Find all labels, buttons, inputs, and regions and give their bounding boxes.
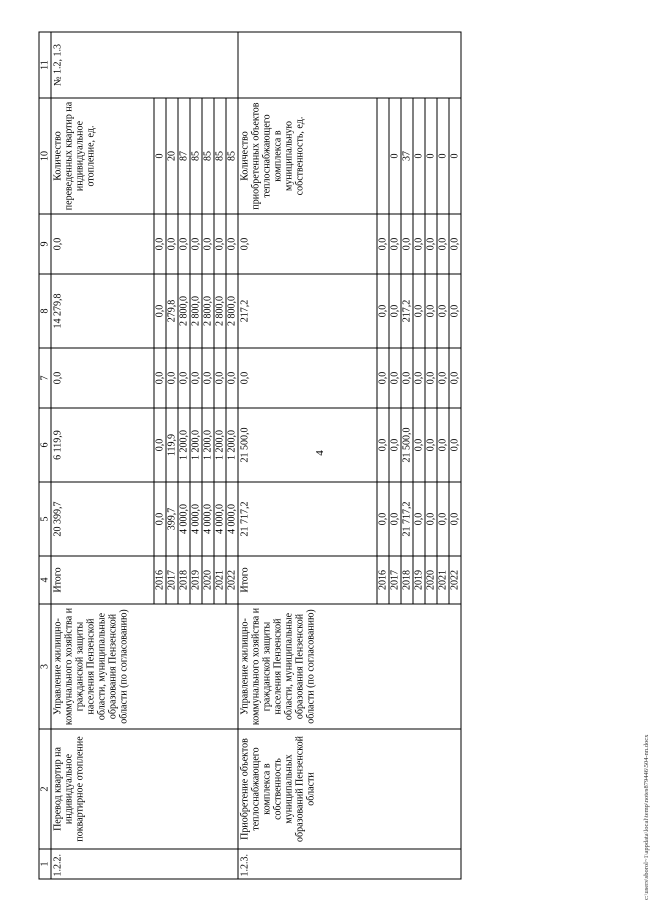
year-value: 21 500,0	[401, 408, 413, 482]
year-value: 0,0	[202, 348, 214, 408]
year-label: 2016	[377, 556, 389, 604]
year-value: 0,0	[449, 348, 461, 408]
measure-name: Перевод квартир на индивидуальное поквартирное отопление	[51, 729, 238, 849]
year-label: 2016	[154, 556, 166, 604]
year-value: 0,0	[425, 348, 437, 408]
year-value: 0,0	[389, 274, 401, 348]
year-label: 2019	[190, 556, 202, 604]
year-value: 0	[154, 98, 166, 214]
year-value: 0,0	[154, 214, 166, 274]
column-number: 7	[39, 348, 51, 408]
year-value: 399,7	[166, 482, 178, 556]
total-value: 0,0	[51, 214, 154, 274]
year-label: 2017	[166, 556, 178, 604]
year-value: 0	[449, 98, 461, 214]
year-value: 0,0	[154, 482, 166, 556]
year-value: 0,0	[190, 214, 202, 274]
year-value: 0,0	[437, 274, 449, 348]
year-value: 0	[389, 98, 401, 214]
year-label: 2018	[401, 556, 413, 604]
year-value: 0,0	[449, 214, 461, 274]
year-label: 2022	[226, 556, 238, 604]
year-value: 0,0	[377, 482, 389, 556]
measure-executor: Управление жилищно-коммунального хозяйства и гражданской защиты населения Пензенской области, муниципальные образования Пензенской области (по согласованию)	[238, 604, 461, 729]
column-number: 4	[39, 556, 51, 604]
year-value: 0,0	[377, 274, 389, 348]
year-value: 1 200,0	[190, 408, 202, 482]
year-value: 85	[190, 98, 202, 214]
year-value: 4 000,0	[178, 482, 190, 556]
year-value: 0,0	[401, 214, 413, 274]
target-reference: № 1.2, 1.3	[51, 32, 238, 98]
year-value: 0,0	[226, 348, 238, 408]
column-number: 3	[39, 604, 51, 729]
year-value: 0,0	[377, 408, 389, 482]
column-number-row	[39, 32, 51, 879]
year-value: 0,0	[389, 408, 401, 482]
year-value: 0	[437, 98, 449, 214]
year-value: 1 200,0	[178, 408, 190, 482]
year-value: 0,0	[437, 482, 449, 556]
year-label: 2020	[202, 556, 214, 604]
column-number: 2	[39, 729, 51, 849]
year-value: 87	[178, 98, 190, 214]
year-value: 0,0	[437, 348, 449, 408]
year-value: 4 000,0	[226, 482, 238, 556]
year-value: 0,0	[377, 348, 389, 408]
year-label: 2017	[389, 556, 401, 604]
year-value: 4 000,0	[214, 482, 226, 556]
column-number: 6	[39, 408, 51, 482]
year-value: 20	[166, 98, 178, 214]
year-value: 37	[401, 98, 413, 214]
year-value: 4 000,0	[202, 482, 214, 556]
total-value: 20 399,7	[51, 482, 154, 556]
indicator-name: Количество переведенных квартир на индивидуальное отопление, ед.	[51, 98, 154, 214]
year-value: 279,8	[166, 274, 178, 348]
year-value: 0,0	[413, 274, 425, 348]
year-label: 2022	[449, 556, 461, 604]
measure-number: 1.2.3.	[238, 849, 461, 879]
year-value: 0,0	[413, 482, 425, 556]
year-value: 2 800,0	[214, 274, 226, 348]
total-label: Итого	[51, 556, 154, 604]
year-value: 0,0	[437, 408, 449, 482]
year-value: 0,0	[377, 214, 389, 274]
year-value: 0,0	[178, 214, 190, 274]
year-value: 0,0	[154, 348, 166, 408]
column-number: 5	[39, 482, 51, 556]
column-number: 10	[39, 98, 51, 214]
year-value: 0,0	[425, 482, 437, 556]
year-value: 1 200,0	[202, 408, 214, 482]
column-number: 8	[39, 274, 51, 348]
measure-name: Приобретение объектов теплоснабжающего комплекса в собственность муниципальных образований Пензенской области	[238, 729, 461, 849]
indicator-name: Количество приобретенных объектов теплоснабжающего комплекса в муниципальную собственность, ед.	[238, 98, 377, 214]
year-value: 2 800,0	[202, 274, 214, 348]
year-value: 0,0	[154, 274, 166, 348]
year-value	[377, 98, 389, 214]
year-value: 0,0	[389, 482, 401, 556]
year-label: 2021	[214, 556, 226, 604]
year-value: 21 717,2	[401, 482, 413, 556]
year-value: 0,0	[389, 348, 401, 408]
total-value: 0,0	[51, 348, 154, 408]
year-value: 2 800,0	[226, 274, 238, 348]
year-value: 0,0	[166, 348, 178, 408]
year-value: 0,0	[190, 348, 202, 408]
year-value: 0,0	[389, 214, 401, 274]
total-value: 6 119,9	[51, 408, 154, 482]
column-number: 9	[39, 214, 51, 274]
year-value: 0,0	[425, 408, 437, 482]
program-table	[38, 31, 461, 879]
year-value: 0,0	[214, 214, 226, 274]
year-value: 4 000,0	[190, 482, 202, 556]
year-value: 0,0	[449, 408, 461, 482]
year-value: 0,0	[425, 274, 437, 348]
year-value: 0,0	[425, 214, 437, 274]
year-value: 0,0	[178, 348, 190, 408]
year-value: 2 800,0	[178, 274, 190, 348]
column-number: 11	[39, 32, 51, 98]
year-value: 0	[413, 98, 425, 214]
total-value: 21 500,0	[238, 408, 377, 482]
year-value: 85	[214, 98, 226, 214]
year-value: 0,0	[202, 214, 214, 274]
total-label: Итого	[238, 556, 377, 604]
year-label: 2021	[437, 556, 449, 604]
year-value: 85	[226, 98, 238, 214]
total-value: 0,0	[238, 214, 377, 274]
year-value: 119,9	[166, 408, 178, 482]
year-value: 85	[202, 98, 214, 214]
year-value: 0,0	[437, 214, 449, 274]
year-value: 0,0	[413, 408, 425, 482]
measure-executor: Управление жилищно-коммунального хозяйства и гражданской защиты населения Пензенской области, муниципальные образования Пензенской области (по согласованию)	[51, 604, 238, 729]
year-value: 1 200,0	[226, 408, 238, 482]
year-label: 2020	[425, 556, 437, 604]
year-value: 1 200,0	[214, 408, 226, 482]
page-number: 4	[314, 450, 326, 456]
measure-number: 1.2.2.	[51, 849, 238, 879]
year-label: 2019	[413, 556, 425, 604]
year-value: 0,0	[226, 214, 238, 274]
year-value: 0,0	[166, 214, 178, 274]
year-value: 0,0	[449, 274, 461, 348]
measure-total-row	[238, 32, 377, 879]
total-value: 14 279,8	[51, 274, 154, 348]
year-value: 0,0	[413, 214, 425, 274]
column-number: 1	[39, 849, 51, 879]
table-body	[39, 32, 461, 879]
year-value: 0,0	[401, 348, 413, 408]
footer-file-path: c:\users\sborol~1\appdata\local\temp\notes879446\504-nn.docx	[643, 734, 650, 900]
total-value: 0,0	[238, 348, 377, 408]
year-value: 0,0	[449, 482, 461, 556]
program-table-sheet	[38, 32, 558, 879]
year-value: 0,0	[214, 348, 226, 408]
year-value: 0,0	[413, 348, 425, 408]
year-value: 2 800,0	[190, 274, 202, 348]
target-reference	[238, 32, 461, 98]
measure-total-row	[51, 32, 154, 879]
year-label: 2018	[178, 556, 190, 604]
total-value: 21 717,2	[238, 482, 377, 556]
year-value: 0	[425, 98, 437, 214]
total-value: 217,2	[238, 274, 377, 348]
year-value: 0,0	[154, 408, 166, 482]
year-value: 217,2	[401, 274, 413, 348]
